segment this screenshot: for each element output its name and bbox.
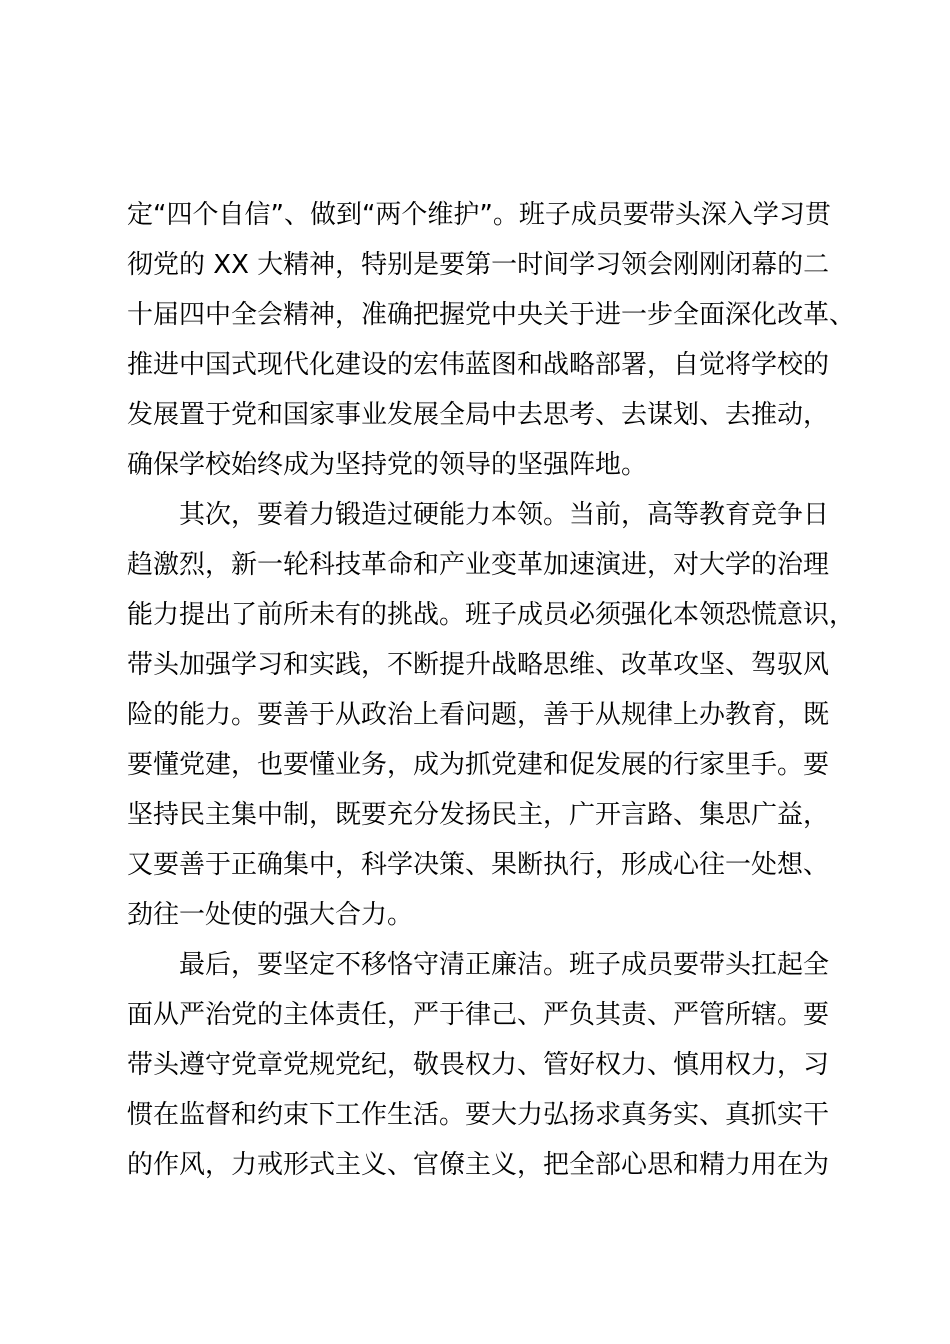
paragraph-1: [127, 190, 856, 490]
paragraph-3: [127, 940, 849, 1190]
text-line: 其次，要着力锻造过硬能力本领。当前，高等教育竞争日: [179, 500, 830, 530]
text-line: 又要善于正确集中，科学决策、果断执行，形成心往一处想、: [127, 850, 830, 880]
text-line: 带头遵守党章党规党纪，敬畏权力、管好权力、慎用权力，习: [127, 1050, 830, 1080]
text-line: 最后，要坚定不移恪守清正廉洁。班子成员要带头扛起全: [179, 950, 830, 980]
text-line: 定“四个自信”、做到“两个维护”。班子成员要带头深入学习贯: [127, 200, 831, 230]
text-line: 面从严治党的主体责任，严于律己、严负其责、严管所辖。要: [127, 1000, 830, 1030]
text-line: 能力提出了前所未有的挑战。班子成员必须强化本领恐慌意识，: [127, 600, 856, 630]
text-line: 确保学校始终成为坚持党的领导的坚强阵地。: [127, 450, 648, 480]
text-line: 惯在监督和约束下工作生活。要大力弘扬求真务实、真抓实干: [127, 1100, 830, 1130]
text-line: 要懂党建，也要懂业务，成为抓党建和促发展的行家里手。要: [127, 750, 830, 780]
text-line: 带头加强学习和实践，不断提升战略思维、改革攻坚、驾驭风: [127, 650, 830, 680]
paragraph-2: [127, 490, 856, 940]
text-line: 坚持民主集中制，既要充分发扬民主，广开言路、集思广益，: [127, 800, 830, 830]
text-line: 推进中国式现代化建设的宏伟蓝图和战略部署，自觉将学校的: [127, 350, 830, 380]
text-line: 发展置于党和国家事业发展全局中去思考、去谋划、去推动，: [127, 400, 830, 430]
text-line: 的作风，力戒形式主义、官僚主义，把全部心思和精力用在为: [127, 1150, 830, 1180]
text-line: 十届四中全会精神，准确把握党中央关于进一步全面深化改革、: [127, 300, 856, 330]
text-line: 彻党的 XX 大精神，特别是要第一时间学习领会刚刚闭幕的二: [127, 250, 830, 280]
document-body: [127, 190, 856, 1190]
text-line: 劲往一处使的强大合力。: [127, 900, 414, 930]
text-line: 险的能力。要善于从政治上看问题，善于从规律上办教育，既: [127, 700, 830, 730]
text-line: 趋激烈，新一轮科技革命和产业变革加速演进，对大学的治理: [127, 550, 830, 580]
